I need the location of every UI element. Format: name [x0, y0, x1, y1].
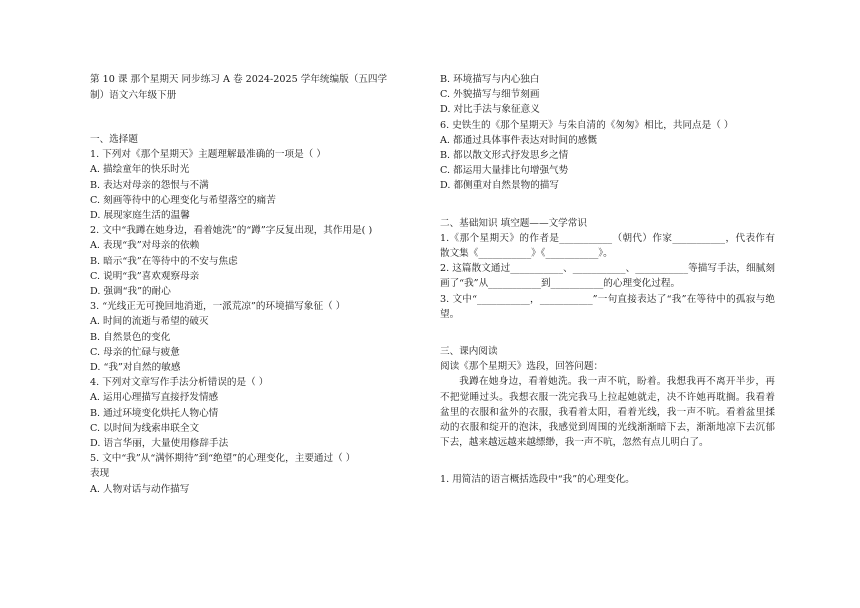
fill-in-question-3: 3. 文中“___________，___________”一句直接表达了“我”在等待中的孤寂与绝望。	[440, 293, 775, 320]
left-column	[90, 72, 425, 497]
question-5-option-a: A. 人物对话与动作描写	[90, 483, 190, 495]
question-3-option-a: A. 时间的流逝与希望的破灭	[90, 316, 209, 328]
question-4-stem: 4. 下列对文章写作手法分析错误的是（ ）	[90, 377, 269, 389]
question-3-option-d: D. “我”对自然的敏感	[90, 362, 181, 374]
question-4-option-d: D. 语言华丽，大量使用修辞手法	[90, 438, 229, 450]
section-2-heading: 二、基础知识 填空题——文学常识	[440, 217, 587, 229]
question-3-option-c: C. 母亲的忙碌与疲惫	[90, 346, 180, 358]
question-4-option-a: A. 运用心理描写直接抒发情感	[90, 392, 219, 404]
question-4-option-b: B. 通过环境变化烘托人物心情	[90, 407, 219, 419]
fill-in-question-1: 1.《那个星期天》的作者是___________（朝代）作家___________，代表作有散文集《___________》《___________》。	[440, 232, 775, 260]
question-2-stem: 2. 文中“我蹲在她身边，看着她洗”的“蹲”字反复出现，其作用是( )	[90, 225, 373, 237]
question-1-option-d: D. 展现家庭生活的温馨	[90, 210, 190, 222]
question-5-option-d: D. 对比手法与象征意义	[440, 104, 540, 116]
question-2-option-c: C. 说明“我”喜欢观察母亲	[90, 270, 200, 282]
question-2-option-d: D. 强调“我”的耐心	[90, 286, 171, 298]
question-5-option-c: C. 外貌描写与细节刻画	[440, 89, 540, 101]
question-6-option-d: D. 都侧重对自然景物的描写	[440, 180, 559, 192]
question-1-option-c: C. 刻画等待中的心理变化与希望落空的痛苦	[90, 194, 276, 206]
question-4-option-c: C. 以时间为线索串联全文	[90, 422, 200, 434]
fill-in-question-2: 2. 这篇散文通过___________、___________、___________等描写手法，细腻刻画了“我”从___________到___________的心理变化过程。	[440, 263, 775, 290]
right-column	[440, 72, 775, 488]
section-3-heading: 三、课内阅读	[440, 346, 498, 358]
question-5-option-b: B. 环境描写与内心独白	[440, 74, 540, 85]
worksheet-title-line-2: 制）语文六年级下册	[90, 90, 177, 101]
question-6-option-b: B. 都以散文形式抒发思乡之情	[440, 150, 569, 162]
question-6-stem: 6. 史铁生的《那个星期天》与朱自清的《匆匆》相比，共同点是（ ）	[440, 119, 734, 131]
question-5-stem-line-1: 5. 文中“我”从“满怀期待”到“绝望”的心理变化，主要通过（ ）	[90, 453, 356, 465]
question-3-stem: 3. “光线正无可挽回地消逝，一派荒凉”的环境描写象征（ ）	[90, 301, 346, 313]
question-5-stem-line-2: 表现	[90, 468, 110, 480]
question-1-option-a: A. 描绘童年的快乐时光	[90, 164, 190, 176]
reading-question-1: 1. 用简洁的语言概括选段中“我”的心理变化。	[440, 474, 635, 486]
question-6-option-c: C. 都运用大量排比句增强气势	[440, 165, 569, 177]
worksheet-title-line-1: 第 10 课 那个星期天 同步练习 A 卷 2024-2025 学年统编版（五四学	[90, 74, 388, 85]
section-1-heading: 一、选择题	[90, 134, 138, 145]
question-1-option-b: B. 表达对母亲的怨恨与不满	[90, 179, 209, 191]
question-6-option-a: A. 都通过具体事件表达对时间的感慨	[440, 134, 597, 146]
reading-intro: 阅读《那个星期天》选段，回答问题：	[440, 361, 604, 373]
question-2-option-b: B. 暗示“我”在等待中的不安与焦虑	[90, 255, 238, 267]
reading-passage: 我蹲在她身边，看着她洗。我一声不吭，盼着。我想我再不离开半步，再不把觉睡过头。我想衣服一洗完我马上拉起她就走，决不许她再耽搁。我看着盆里的衣服和盆外的衣服，我看着太阳，看着光线，我一声不吭。看着盆里揉动的衣服和绽开的泡沫，我感觉到周围的光线渐渐暗下去，渐渐地凉下去沉郁下去，越来越远越来越缥缈，我一声不吭，忽然有点儿明白了。	[440, 376, 775, 449]
question-2-option-a: A. 表现“我”对母亲的依赖	[90, 240, 200, 252]
question-3-option-b: B. 自然景色的变化	[90, 331, 171, 343]
question-1-stem: 1. 下列对《那个星期天》主题理解最准确的一项是（ ）	[90, 149, 326, 161]
